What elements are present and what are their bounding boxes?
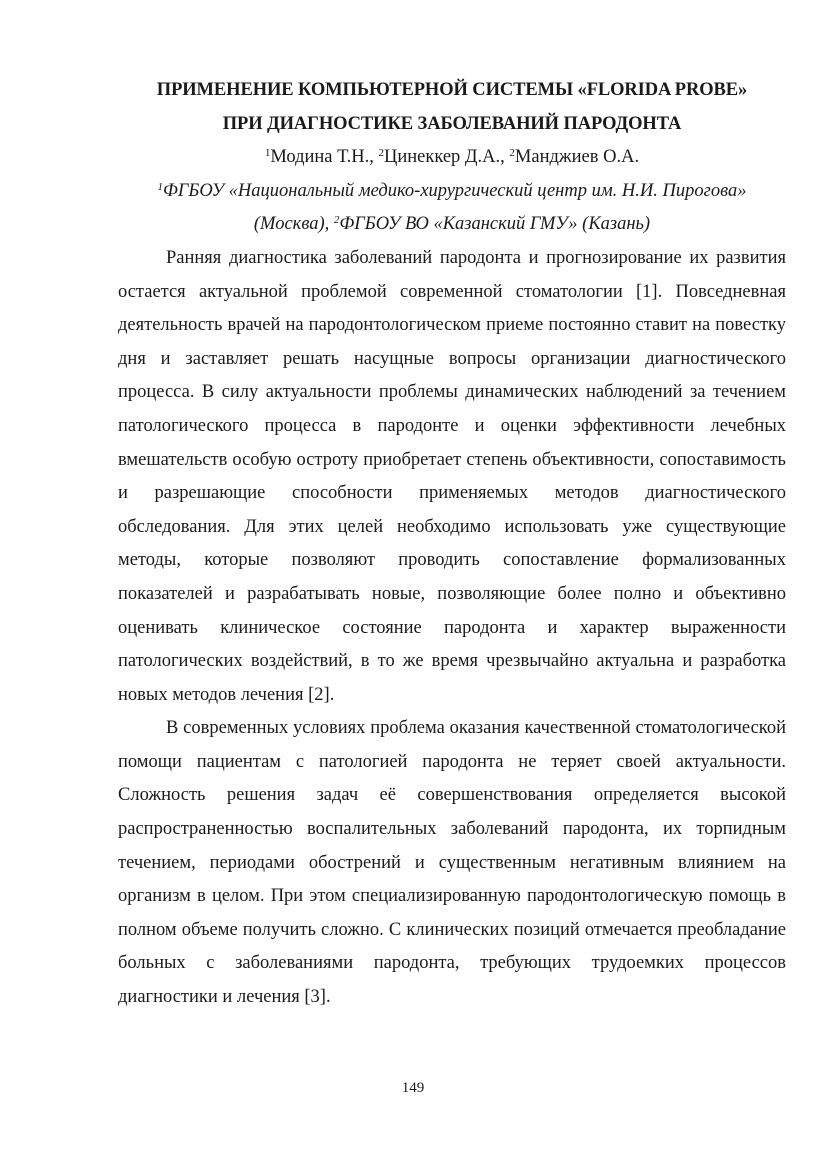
article-title-line-1: ПРИМЕНЕНИЕ КОМПЬЮТЕРНОЙ СИСТЕМЫ «FLORIDA PROBE» <box>156 80 748 100</box>
affiliation-1-mark: 1 <box>157 180 164 193</box>
author-1-name: Модина Т.Н., <box>270 147 374 168</box>
body-paragraph-2: В современных условиях проблема оказания качественной стоматологической помощи пациентам с патологией пародонта не теряет своей актуальности. Сложность решения задач её совершенствования определяется высокой распространенностью воспалительных заболеваний пародонта, их торпидным течением, периодами обострений и существенным негативным влиянием на организм в целом. При этом специализированную пародонтологическую помощь в полном объеме получить сложно. С клинических позиций отмечается преобладание больных с заболеваниями пародонта, требующих трудоемких процессов диагностики и лечения [3]. <box>118 718 786 1008</box>
authors <box>118 141 786 175</box>
affiliation-2-text: ФГБОУ ВО «Казанский ГМУ» (Казань) <box>339 214 651 235</box>
article-title-line-2: ПРИ ДИАГНОСТИКЕ ЗАБОЛЕВАНИЙ ПАРОДОНТА <box>222 113 682 134</box>
affiliation-line-1 <box>118 175 786 209</box>
author-1-affiliation-mark: 1 <box>264 147 271 160</box>
page-number: 149 <box>401 1080 425 1096</box>
article <box>118 74 786 1015</box>
affiliation-1-text: ФГБОУ «Национальный медико-хирургический центр им. Н.И. Пирогова» <box>163 180 747 201</box>
author-3-name: Манджиев О.А. <box>514 147 640 168</box>
affiliation-1-city: (Москва), <box>253 214 330 235</box>
body-paragraph-1: Ранняя диагностика заболеваний пародонта и прогнозирование их развития остается актуальной проблемой современной стоматологии [1]. Повседневная деятельность врачей на пародонтологическом приеме постоянно ставит на повестку дня и заставляет решать насущные вопросы организации диагностического процесса. В силу актуальности проблемы динамических наблюдений за течением патологического процесса в пародонте и оценки эффективности лечебных вмешательств особую остроту приобретает степень объективности, сопоставимость и разрешающие способности применяемых методов диагностического обследования. Для этих целей необходимо использовать уже существующие методы, которые позволяют проводить сопоставление формализованных показателей и разрабатывать новые, позволяющие более полно и объективно оценивать клиническое состояние пародонта и характер выраженности патологических воздействий, в то же время чрезвычайно актуальна и разработка новых методов лечения [2]. <box>118 247 786 705</box>
author-2-name: Цинеккер Д.А., <box>383 147 505 168</box>
author-2-affiliation-mark: 2 <box>378 147 384 160</box>
affiliation-line-2 <box>118 208 786 242</box>
author-3-affiliation-mark: 2 <box>509 147 515 160</box>
affiliation-2-mark: 2 <box>333 214 340 227</box>
